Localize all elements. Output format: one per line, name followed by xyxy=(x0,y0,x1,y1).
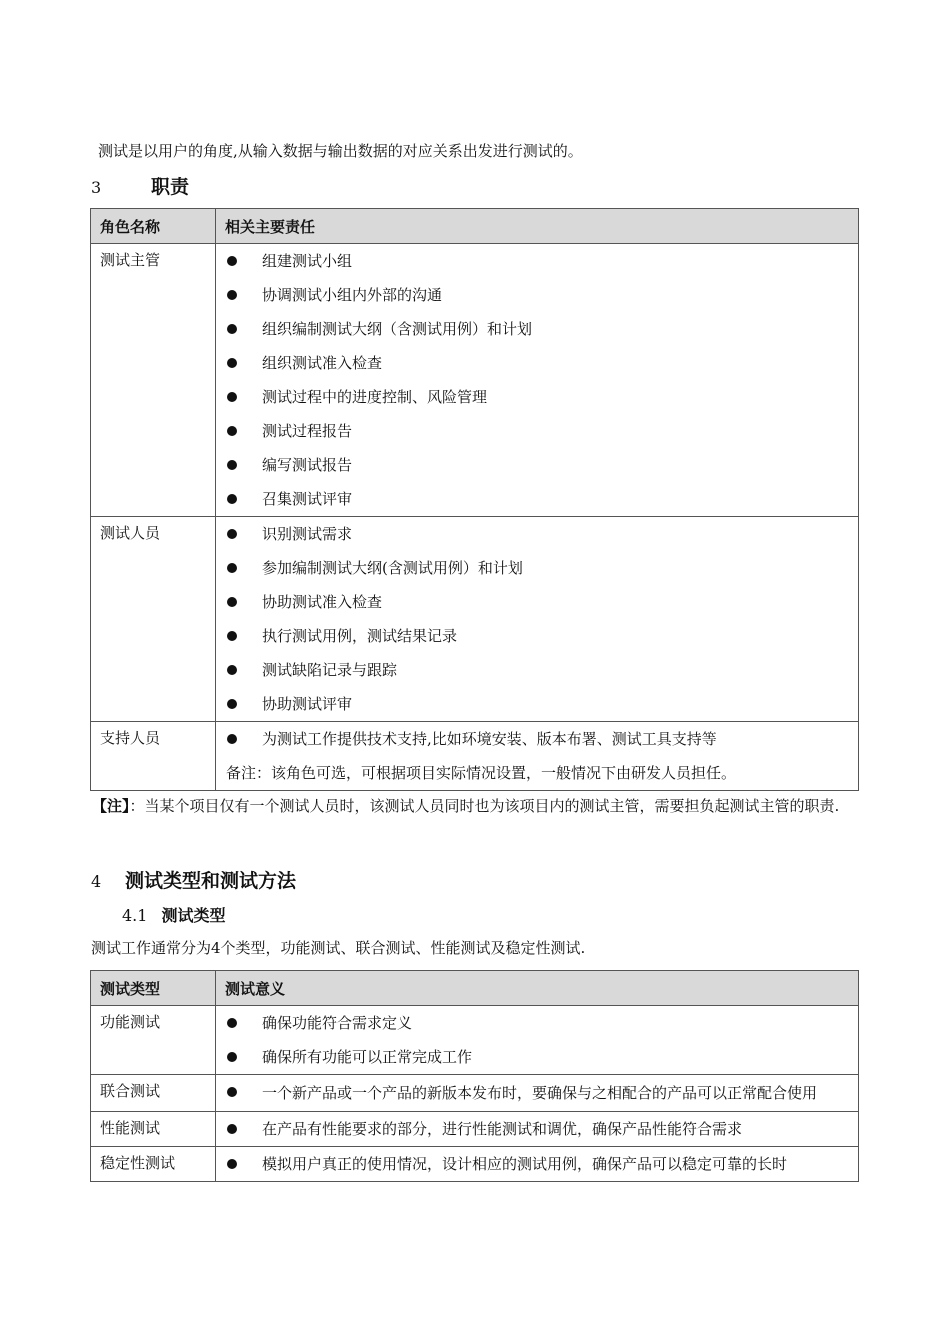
list-item xyxy=(224,312,850,346)
table-row xyxy=(91,1006,859,1075)
list-item xyxy=(224,722,850,756)
section-4-1-number: 4.1 xyxy=(122,906,148,925)
list-item-text: 一个新产品或一个产品的新版本发布时，要确保与之相配合的产品可以正常配合使用 xyxy=(262,1084,818,1102)
bullet-icon xyxy=(227,1018,237,1028)
list-item xyxy=(224,585,850,619)
bullet-icon xyxy=(227,734,237,744)
role-remark: 备注：该角色可选，可根据项目实际情况设置，一般情况下由研发人员担任。 xyxy=(226,764,737,782)
table-row xyxy=(91,244,859,517)
types-header-type: 测试类型 xyxy=(91,971,216,1006)
list-item xyxy=(224,1075,850,1111)
list-item xyxy=(224,517,850,551)
note-text: ：当某个项目仅有一个测试人员时，该测试人员同时也为该项目内的测试主管，需要担负起测试主管的职责. xyxy=(129,797,840,815)
table-row xyxy=(91,517,859,722)
bullet-icon xyxy=(227,290,237,300)
types-header-meaning: 测试意义 xyxy=(216,971,859,1006)
list-item-text: 组织编制测试大纲（含测试用例）和计划 xyxy=(262,320,533,338)
bullet-icon xyxy=(227,631,237,641)
types-table xyxy=(90,970,859,1182)
list-item-text: 协调测试小组内外部的沟通 xyxy=(262,286,443,304)
note-label: 【注】 xyxy=(92,797,130,815)
test-type-meaning xyxy=(216,1112,859,1147)
test-type-meaning xyxy=(216,1147,859,1182)
list-item xyxy=(224,1006,850,1040)
list-item-text: 组建测试小组 xyxy=(262,252,353,270)
list-item-text: 测试缺陷记录与跟踪 xyxy=(262,661,398,679)
bullet-icon xyxy=(227,494,237,504)
bullet-icon xyxy=(227,665,237,675)
bullet-icon xyxy=(227,1052,237,1062)
section-3-number: 3 xyxy=(91,178,102,197)
list-item-text: 组织测试准入检查 xyxy=(262,354,383,372)
list-item-text: 参加编制测试大纲(含测试用例）和计划 xyxy=(262,559,523,577)
bullet-icon xyxy=(227,529,237,539)
list-item-text: 为测试工作提供技术支持,比如环境安装、版本布署、测试工具支持等 xyxy=(262,730,717,748)
list-item-text: 协助测试准入检查 xyxy=(262,593,383,611)
table-row xyxy=(91,722,859,791)
test-type-name: 联合测试 xyxy=(91,1075,216,1112)
bullet-icon xyxy=(227,563,237,573)
bullet-icon xyxy=(227,392,237,402)
section-4-number: 4 xyxy=(91,872,102,891)
bullet-icon xyxy=(227,426,237,436)
list-item xyxy=(224,448,850,482)
list-item-text: 确保所有功能可以正常完成工作 xyxy=(262,1048,473,1066)
test-type-meaning xyxy=(216,1006,859,1075)
table-row xyxy=(91,1112,859,1147)
role-duties xyxy=(216,244,859,517)
list-item xyxy=(224,653,850,687)
table-row xyxy=(91,1075,859,1112)
bullet-icon xyxy=(227,324,237,334)
list-item xyxy=(224,687,850,721)
list-item xyxy=(224,1147,850,1181)
role-name: 支持人员 xyxy=(91,722,216,791)
bullet-icon xyxy=(227,1087,237,1097)
test-type-name: 功能测试 xyxy=(91,1006,216,1075)
bullet-icon xyxy=(227,597,237,607)
list-item xyxy=(224,1112,850,1146)
list-item xyxy=(224,346,850,380)
section-4-title: 测试类型和测试方法 xyxy=(125,870,297,892)
list-item xyxy=(224,482,850,516)
list-item-text: 执行测试用例，测试结果记录 xyxy=(262,627,458,645)
list-item-text: 召集测试评审 xyxy=(262,490,353,508)
section-4-1-heading xyxy=(122,903,225,926)
bullet-icon xyxy=(227,460,237,470)
section-3-heading xyxy=(91,172,189,199)
list-item-text: 协助测试评审 xyxy=(262,695,353,713)
list-item xyxy=(224,244,850,278)
test-type-name: 性能测试 xyxy=(91,1112,216,1147)
bullet-icon xyxy=(227,256,237,266)
types-intro-paragraph: 测试工作通常分为4个类型，功能测试、联合测试、性能测试及稳定性测试. xyxy=(91,939,586,957)
list-item xyxy=(224,414,850,448)
list-item xyxy=(224,380,850,414)
test-type-name: 稳定性测试 xyxy=(91,1147,216,1182)
bullet-icon xyxy=(227,699,237,709)
list-item-text: 编写测试报告 xyxy=(262,456,353,474)
section-4-1-title: 测试类型 xyxy=(161,906,226,925)
list-item-text: 测试过程中的进度控制、风险管理 xyxy=(262,388,488,406)
note-paragraph xyxy=(92,788,862,824)
bullet-icon xyxy=(227,1124,237,1134)
bullet-icon xyxy=(227,1159,237,1169)
list-item xyxy=(224,1040,850,1074)
roles-header-duty: 相关主要责任 xyxy=(216,209,859,244)
list-item xyxy=(224,619,850,653)
list-item-text: 在产品有性能要求的部分，进行性能测试和调优，确保产品性能符合需求 xyxy=(262,1120,743,1138)
role-name: 测试人员 xyxy=(91,517,216,722)
test-type-meaning xyxy=(216,1075,859,1112)
list-item xyxy=(224,551,850,585)
list-item-text: 确保功能符合需求定义 xyxy=(262,1014,413,1032)
section-4-heading xyxy=(91,866,296,893)
list-item-text: 测试过程报告 xyxy=(262,422,353,440)
bullet-icon xyxy=(227,358,237,368)
list-item xyxy=(224,278,850,312)
list-item-text: 模拟用户真正的使用情况，设计相应的测试用例，确保产品可以稳定可靠的长时 xyxy=(262,1155,788,1173)
table-row xyxy=(91,1147,859,1182)
role-name: 测试主管 xyxy=(91,244,216,517)
section-3-title: 职责 xyxy=(151,176,190,198)
roles-table xyxy=(90,208,859,791)
intro-paragraph: 测试是以用户的角度,从输入数据与输出数据的对应关系出发进行测试的。 xyxy=(98,142,583,160)
list-item-text: 识别测试需求 xyxy=(262,525,353,543)
role-duties xyxy=(216,722,859,791)
role-duties xyxy=(216,517,859,722)
roles-header-role: 角色名称 xyxy=(91,209,216,244)
